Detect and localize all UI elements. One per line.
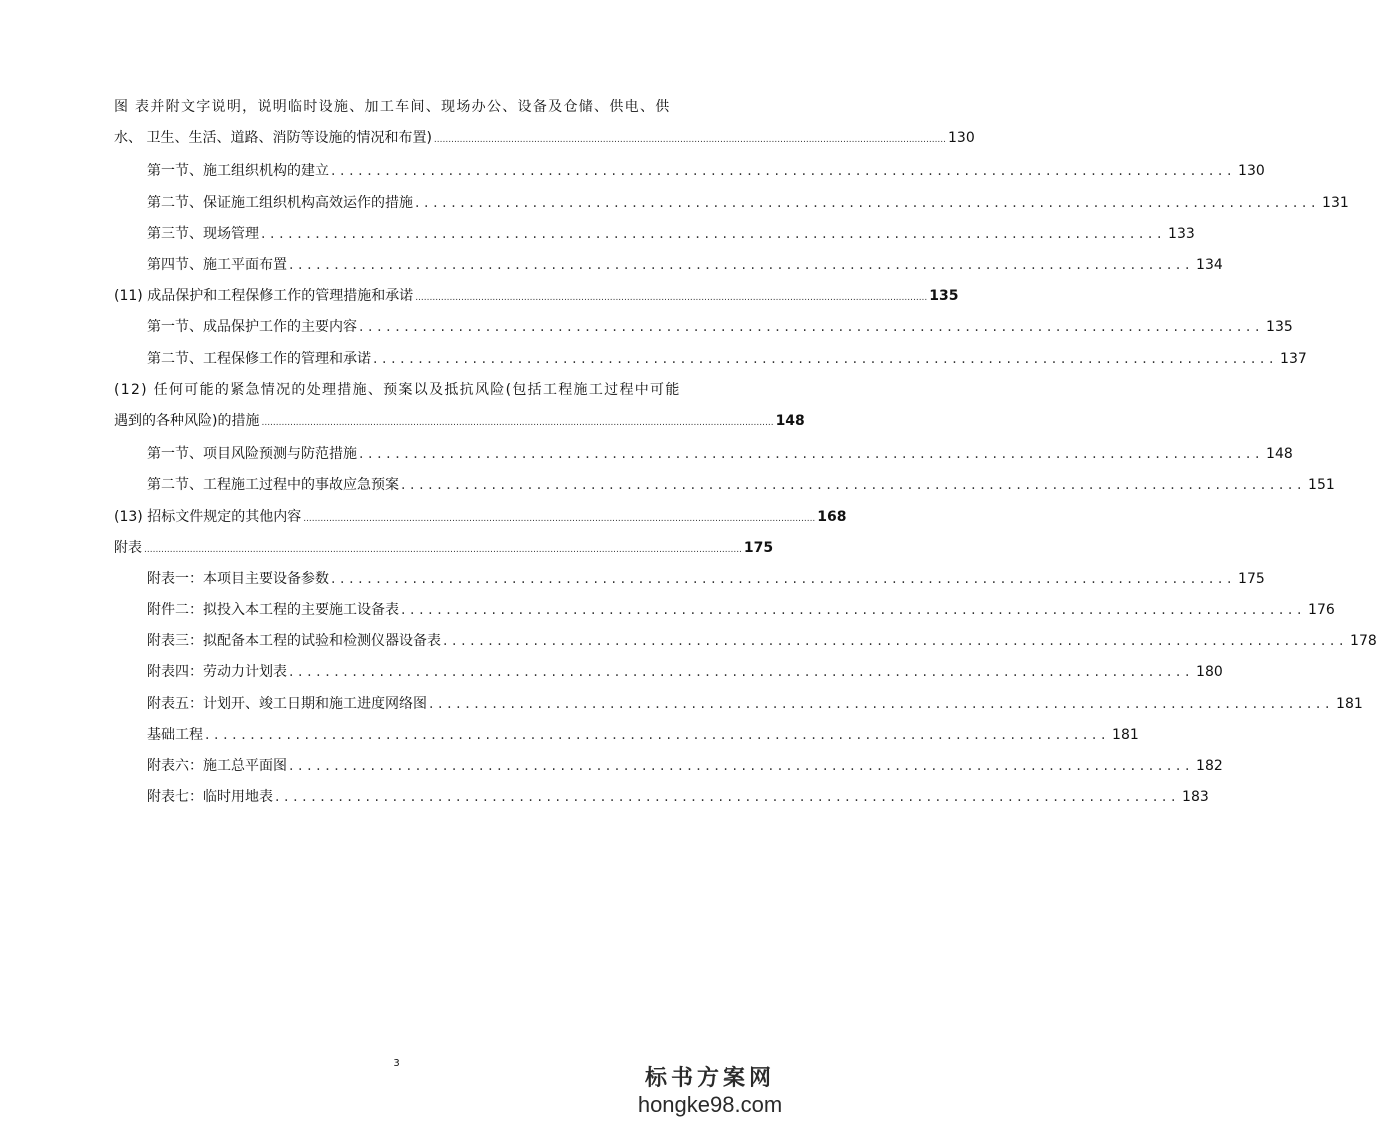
dot-leader: .................................................................................................... (401, 602, 1307, 619)
toc-entry[interactable] (114, 564, 1265, 595)
dot-leader: ................................................................................................................................................................................... (433, 135, 947, 146)
toc-page-number: 137 (1280, 350, 1307, 367)
toc-page-number: 135 (1266, 319, 1293, 336)
dot-leader: .................................................................................................... (205, 726, 1111, 743)
toc-page-number: 178 (1350, 633, 1377, 650)
toc-entry-title: 第三节、现场管理 (147, 225, 259, 242)
toc-entry[interactable] (114, 657, 1223, 688)
toc-page-number: 148 (775, 412, 805, 429)
toc-entry-chapter[interactable] (114, 281, 959, 312)
toc-entry-title: 附表五：计划开、竣工日期和施工进度网络图 (147, 695, 427, 712)
toc-page-number: 133 (1168, 225, 1195, 242)
dot-leader: ................................................................................................................................................................................... (261, 417, 774, 428)
toc-entry-title: (13) 招标文件规定的其他内容 (114, 508, 302, 525)
toc-entry-chapter[interactable] (114, 375, 805, 439)
dot-leader: ................................................................................................................................................................................................................. (144, 544, 742, 555)
dot-leader: .................................................................................................... (275, 789, 1181, 806)
toc-entry-title: 附表三：拟配备本工程的试验和检测仪器设备表 (147, 633, 441, 650)
toc-entry-chapter[interactable] (114, 502, 847, 533)
toc-entry[interactable] (114, 250, 1223, 281)
watermark-name: 标书方案网 (644, 1065, 775, 1091)
toc-page-number: 180 (1196, 664, 1223, 681)
toc-entry[interactable] (114, 219, 1195, 250)
toc-entry-title: 第二节、保证施工组织机构高效运作的措施 (147, 194, 413, 211)
toc-entry-title-line2: 遇到的各种风险)的措施 (114, 412, 260, 429)
dot-leader: .................................................................................................... (415, 194, 1321, 211)
dot-leader: .................................................................................................... (289, 256, 1195, 273)
toc-entry-site-layout[interactable] (114, 92, 975, 156)
page-number: 3 (393, 1058, 400, 1069)
toc-entry-title: 第四节、施工平面布置 (147, 256, 287, 273)
watermark-logo (635, 1064, 785, 1118)
toc-entry-title: 附件二：拟投入本工程的主要施工设备表 (147, 602, 399, 619)
toc-entry[interactable] (114, 689, 1363, 720)
toc-entry[interactable] (114, 720, 1139, 751)
toc-page-number: 130 (1238, 163, 1265, 180)
toc-entry[interactable] (114, 156, 1265, 187)
dot-leader: .................................................................................................... (359, 319, 1265, 336)
toc-entry-title: 基础工程 (147, 726, 203, 743)
dot-leader: .................................................................................................... (443, 633, 1349, 650)
toc-page-number: 182 (1196, 758, 1223, 774)
dot-leader: .................................................................................................... (373, 350, 1279, 367)
toc-entry-title: 附表 (114, 539, 142, 556)
toc-entry-title: 附表四：劳动力计划表 (147, 664, 287, 681)
dot-leader: .................................................................................................... (359, 446, 1265, 463)
toc-entry[interactable] (114, 782, 1209, 813)
toc-page-number: 134 (1196, 256, 1223, 273)
toc-entry[interactable] (114, 470, 1335, 501)
dot-leader: .................................................................................................... (289, 758, 1195, 774)
toc-entry[interactable] (114, 626, 1377, 657)
toc-page-number: 175 (1238, 570, 1265, 587)
toc-entry[interactable] (114, 312, 1293, 343)
toc-entry[interactable] (114, 344, 1307, 375)
dot-leader: .................................................................................................... (401, 477, 1307, 494)
dot-leader: ................................................................................................................................................................................... (415, 293, 928, 304)
toc-page-number: 131 (1322, 194, 1349, 211)
toc-entry[interactable] (114, 595, 1335, 626)
toc-page-number: 183 (1182, 789, 1209, 806)
toc-page-number: 148 (1266, 446, 1293, 463)
toc-entry[interactable] (114, 188, 1349, 219)
toc-entry-title: 第一节、成品保护工作的主要内容 (147, 319, 357, 336)
toc-entry-title-line1: 图 表并附文字说明，说明临时设施、加工车间、现场办公、设备及仓储、供电、供 (114, 99, 671, 115)
dot-leader: .................................................................................................... (289, 664, 1195, 681)
toc-page-number: 130 (948, 130, 975, 147)
dot-leader: .................................................................................................... (429, 695, 1335, 712)
table-of-contents (114, 92, 1377, 813)
toc-page-number: 175 (743, 539, 774, 556)
toc-entry-title: 第二节、工程施工过程中的事故应急预案 (147, 477, 399, 494)
dot-leader: .................................................................................................... (261, 225, 1167, 242)
dot-leader: .................................................................................................... (331, 163, 1237, 180)
toc-page-number: 151 (1308, 477, 1335, 494)
toc-entry-title: 附表一：本项目主要设备参数 (147, 570, 329, 587)
toc-entry-title: (11) 成品保护和工程保修工作的管理措施和承诺 (114, 288, 414, 305)
dot-leader: .................................................................................................... (331, 570, 1237, 587)
dot-leader: ................................................................................................................................................................................... (303, 513, 816, 524)
toc-page-number: 135 (929, 288, 959, 305)
toc-page-number: 181 (1336, 695, 1363, 712)
toc-entry-title: 附表六：施工总平面图 (147, 758, 287, 774)
toc-entry-title: 附表七：临时用地表 (147, 789, 273, 806)
toc-page-number: 176 (1308, 602, 1335, 619)
toc-entry-title: 第一节、施工组织机构的建立 (147, 163, 329, 180)
toc-entry-title: 第一节、项目风险预测与防范措施 (147, 446, 357, 463)
toc-entry[interactable] (114, 751, 1223, 782)
watermark-url: hongke98.com (637, 1092, 783, 1117)
toc-entry-title: 第二节、工程保修工作的管理和承诺 (147, 350, 371, 367)
toc-entry-title-line2: 水、 卫生、生活、道路、消防等设施的情况和布置) (114, 130, 432, 147)
toc-entry-title-line1: (12) 任何可能的紧急情况的处理措施、预案以及抵抗风险(包括工程施工过程中可能 (114, 381, 681, 398)
toc-entry-chapter[interactable] (114, 533, 774, 564)
toc-entry[interactable] (114, 439, 1293, 470)
toc-page-number: 168 (817, 508, 847, 525)
toc-page-number: 181 (1112, 726, 1139, 743)
